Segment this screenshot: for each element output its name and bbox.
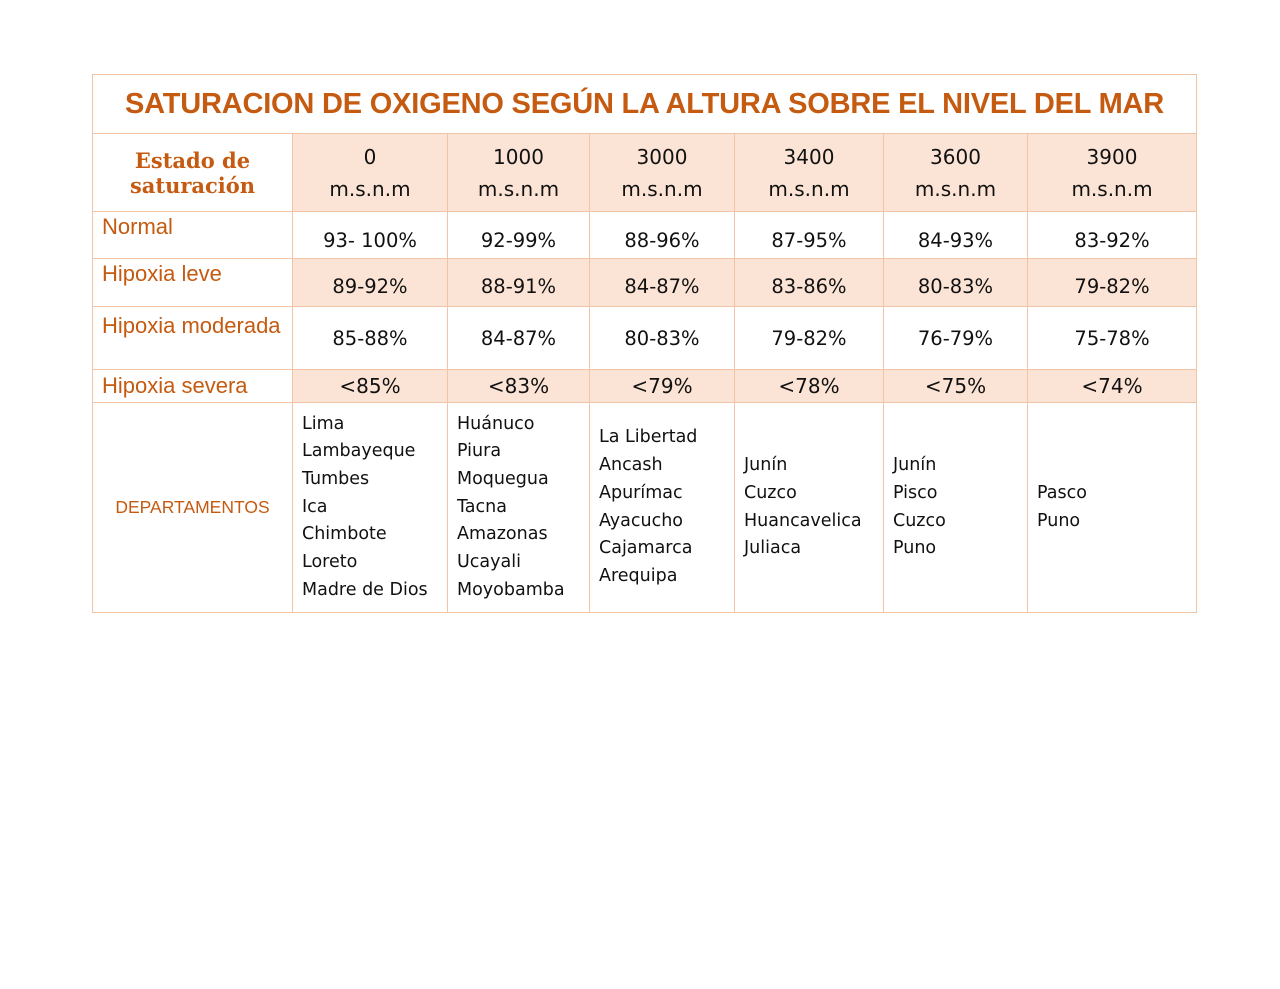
table-cell: 88-91% (448, 259, 590, 307)
table-cell: 93- 100% (293, 212, 448, 259)
table-cell: 75-78% (1028, 307, 1197, 370)
table-cell: 84-87% (590, 259, 735, 307)
altitude-header-3000 (590, 134, 735, 212)
list-item: Cajamarca (599, 538, 693, 559)
list-item: Tumbes (302, 468, 370, 489)
list-item: Loreto (302, 552, 358, 573)
table-row-departamentos (93, 403, 1197, 613)
saturation-table (92, 74, 1197, 613)
table-cell: <78% (735, 370, 884, 403)
list-item: Lambayeque (302, 441, 416, 462)
altitude-unit: m.s.n.m (1071, 176, 1153, 201)
departamentos-list-0 (293, 403, 448, 613)
table-cell: 80-83% (590, 307, 735, 370)
state-header-line1: Estado de (134, 147, 251, 173)
list-item: Piura (457, 441, 502, 462)
list-item: Lima (302, 413, 345, 434)
table-cell: <75% (884, 370, 1028, 403)
list-item: Huánuco (457, 413, 535, 434)
list-item: Moquegua (457, 468, 549, 489)
altitude-value: 0 (363, 144, 377, 169)
table-cell: 84-93% (884, 212, 1028, 259)
table-cell: 76-79% (884, 307, 1028, 370)
altitude-unit: m.s.n.m (477, 176, 560, 201)
list-item: Pisco (893, 482, 938, 503)
list-item: Junín (744, 455, 788, 476)
list-item: Juliaca (744, 538, 802, 559)
list-item: Arequipa (599, 565, 678, 586)
departamentos-list-2 (590, 403, 735, 613)
state-header (93, 134, 293, 212)
table-cell: 87-95% (735, 212, 884, 259)
table-cell: 84-87% (448, 307, 590, 370)
altitude-value: 3400 (783, 144, 835, 169)
table-cell: 92-99% (448, 212, 590, 259)
table-cell: 80-83% (884, 259, 1028, 307)
table-cell: 79-82% (1028, 259, 1197, 307)
row-label-hipoxia-leve: Hipoxia leve (93, 259, 293, 307)
table-cell: 85-88% (293, 307, 448, 370)
list-item: La Libertad (599, 427, 698, 448)
row-label-normal: Normal (93, 212, 293, 259)
row-label-departamentos: DEPARTAMENTOS (93, 403, 293, 613)
altitude-header-1000 (448, 134, 590, 212)
table-row-hipoxia-leve (93, 259, 1197, 307)
altitude-header-3900 (1028, 134, 1197, 212)
departamentos-list-1 (448, 403, 590, 613)
altitude-value: 3600 (930, 144, 981, 169)
table-cell: <74% (1028, 370, 1197, 403)
table-row-normal (93, 212, 1197, 259)
list-item: Moyobamba (457, 579, 565, 600)
departamentos-list-4 (884, 403, 1028, 613)
altitude-value: 3900 (1086, 144, 1138, 169)
altitude-unit: m.s.n.m (768, 176, 850, 201)
list-item: Cuzco (744, 482, 797, 503)
table-row-hipoxia-moderada (93, 307, 1197, 370)
table-cell: <83% (448, 370, 590, 403)
list-item: Puno (1037, 510, 1081, 531)
departamentos-list-3 (735, 403, 884, 613)
list-item: Cuzco (893, 510, 946, 531)
list-item: Huancavelica (744, 510, 862, 531)
table-cell: 88-96% (590, 212, 735, 259)
state-header-line2: saturación (129, 172, 256, 198)
list-item: Madre de Dios (302, 579, 428, 600)
departamentos-list-5 (1028, 403, 1197, 613)
list-item: Puno (893, 538, 937, 559)
altitude-header-3400 (735, 134, 884, 212)
list-item: Ica (302, 496, 328, 517)
row-label-hipoxia-moderada: Hipoxia moderada (93, 307, 293, 370)
list-item: Tacna (457, 496, 507, 517)
list-item: Chimbote (302, 524, 387, 545)
table-row-hipoxia-severa (93, 370, 1197, 403)
table-cell: 83-92% (1028, 212, 1197, 259)
altitude-header-3600 (884, 134, 1028, 212)
table-cell: 89-92% (293, 259, 448, 307)
row-label-hipoxia-severa: Hipoxia severa (93, 370, 293, 403)
header-row (93, 134, 1197, 212)
altitude-unit: m.s.n.m (914, 176, 997, 201)
list-item: Amazonas (457, 524, 548, 545)
list-item: Apurímac (599, 482, 683, 503)
table-cell: 83-86% (735, 259, 884, 307)
list-item: Ucayali (457, 552, 521, 573)
list-item: Pasco (1037, 482, 1087, 503)
altitude-header-0 (293, 134, 448, 212)
list-item: Ayacucho (599, 510, 683, 531)
altitude-unit: m.s.n.m (329, 176, 411, 201)
altitude-unit: m.s.n.m (621, 176, 703, 201)
altitude-value: 3000 (636, 144, 688, 169)
table-cell: <79% (590, 370, 735, 403)
list-item: Ancash (599, 455, 663, 476)
list-item: Junín (893, 455, 937, 476)
altitude-value: 1000 (493, 144, 544, 169)
table-cell: 79-82% (735, 307, 884, 370)
table-title: SATURACION DE OXIGENO SEGÚN LA ALTURA SOBRE EL NIVEL DEL MAR (93, 75, 1197, 134)
table-cell: <85% (293, 370, 448, 403)
